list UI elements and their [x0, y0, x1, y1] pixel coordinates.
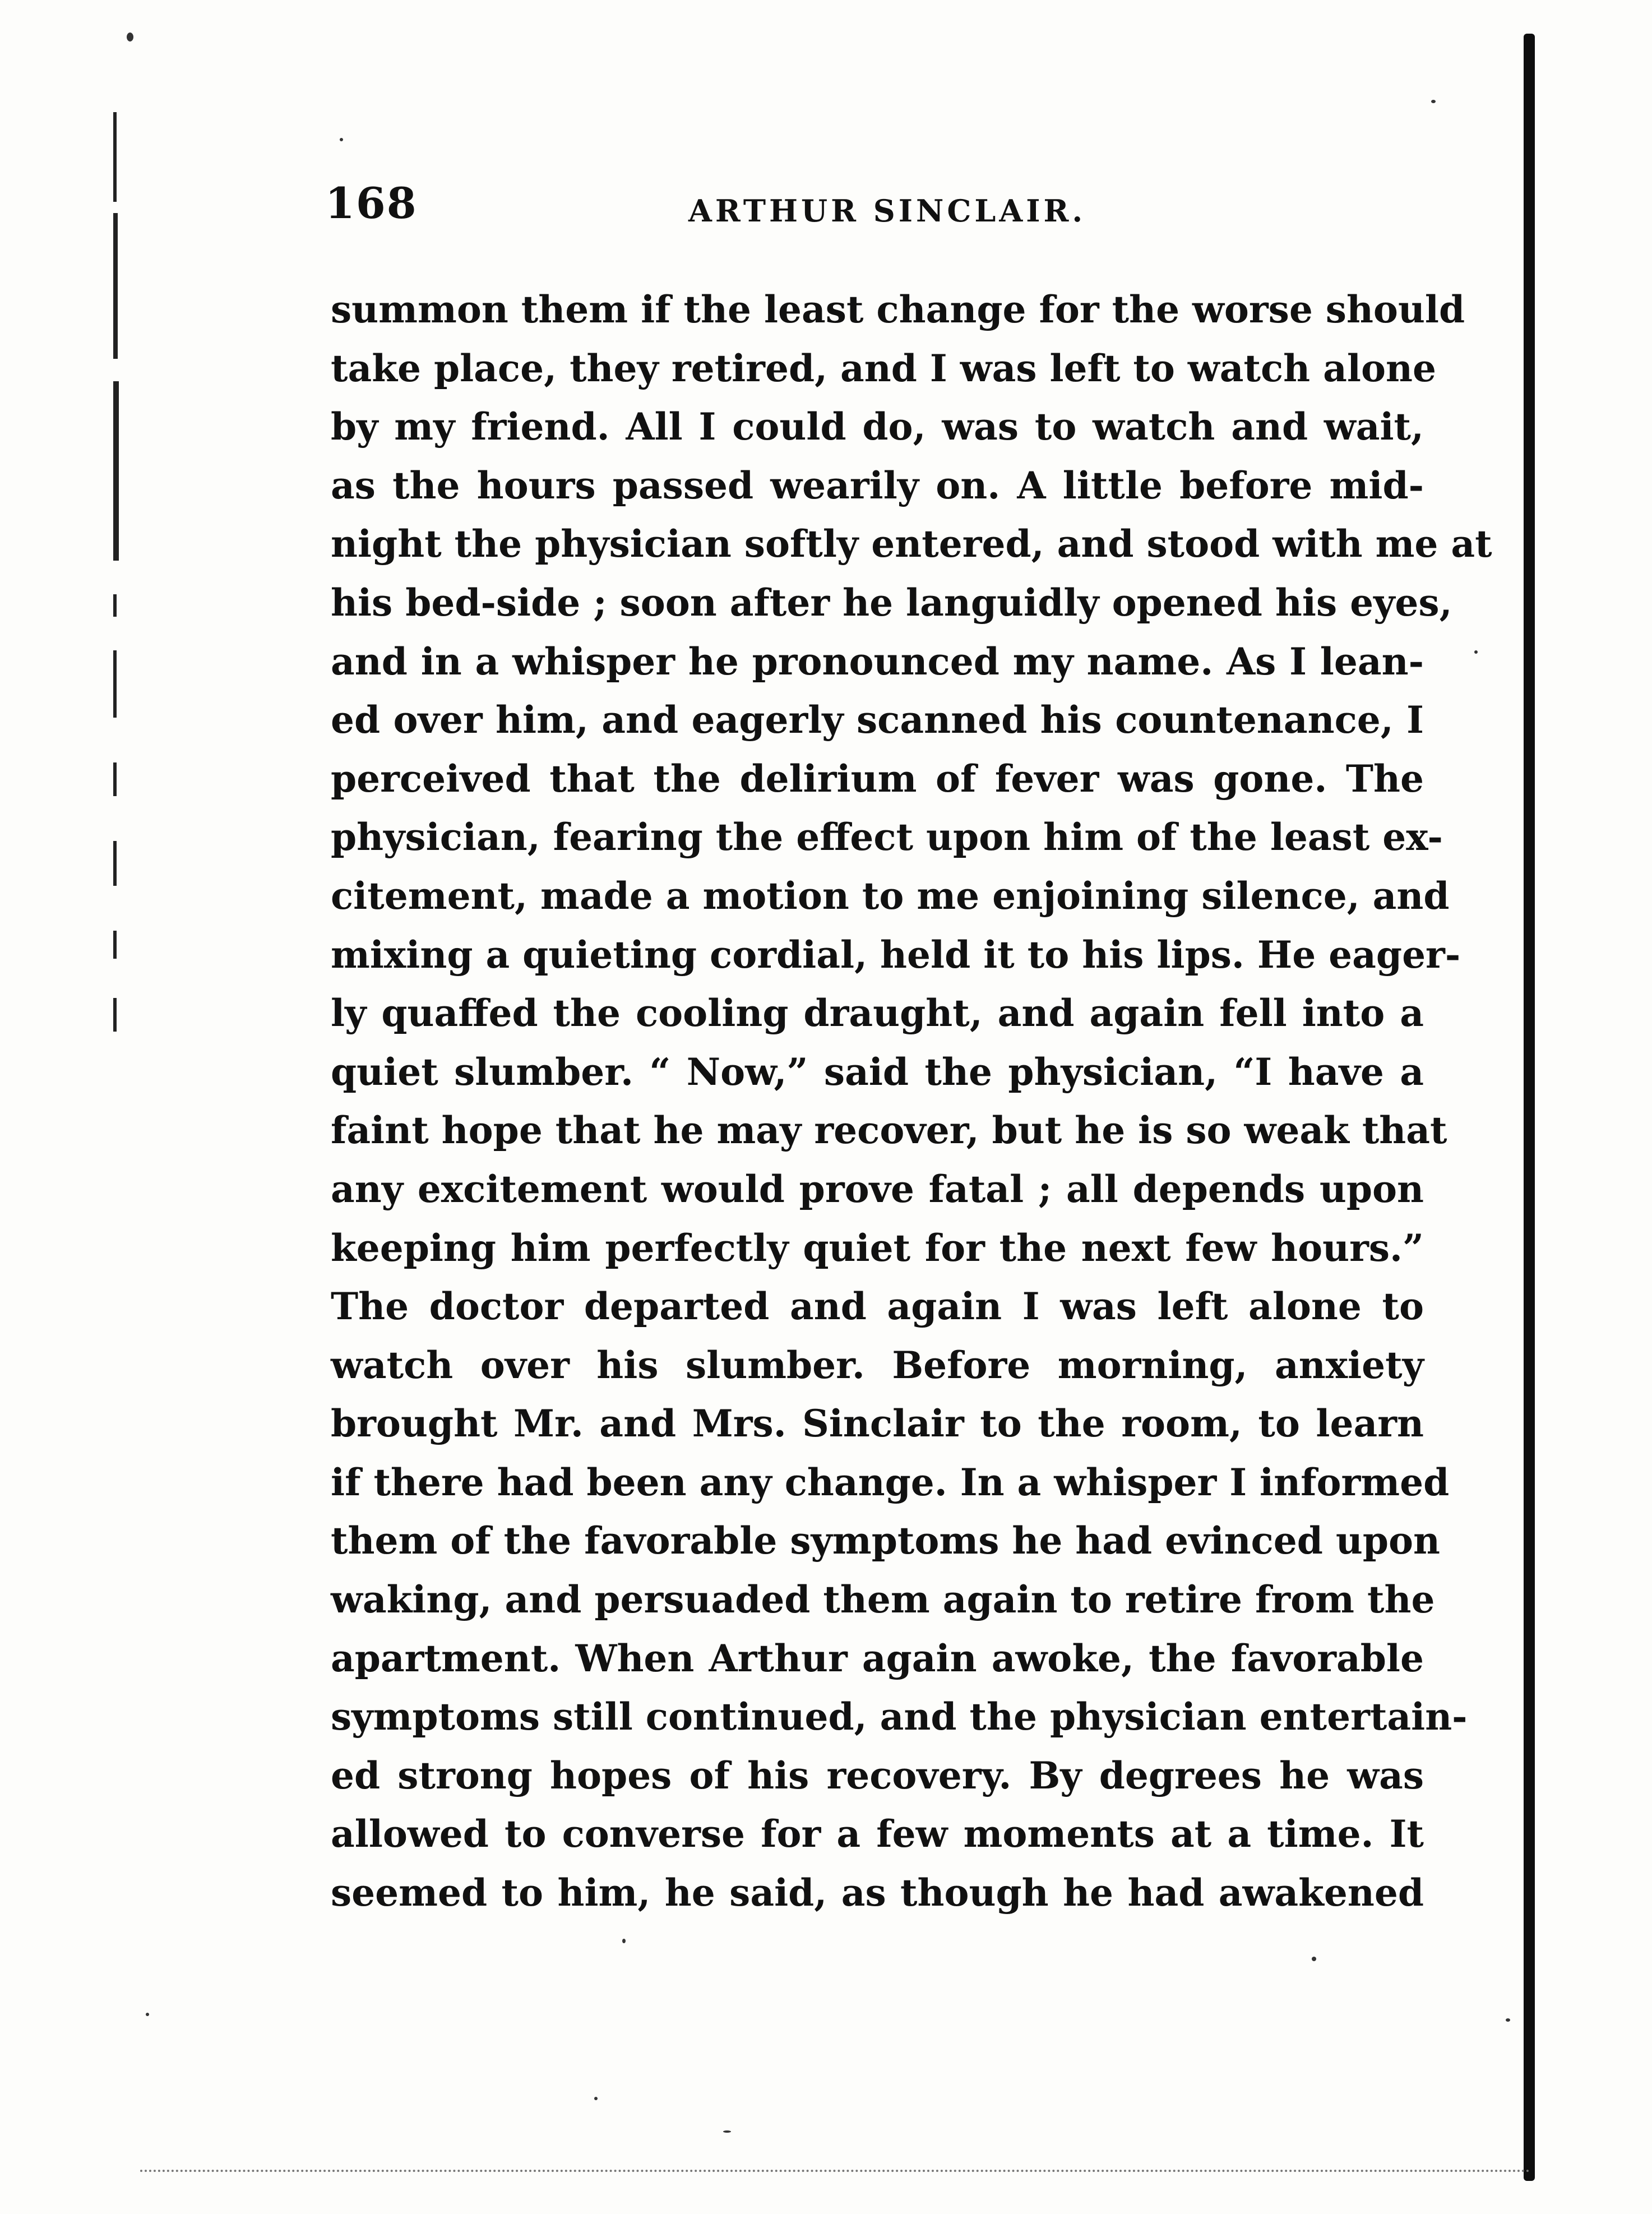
text-line: ed strong hopes of his recovery. By degrees he was: [331, 1753, 1424, 1797]
text-line: physician, fearing the effect upon him of the least ex-: [331, 815, 1443, 859]
text-line: waking, and persuaded them again to retire from the: [331, 1578, 1435, 1622]
scan-speck: [1312, 1957, 1316, 1961]
text-line: The doctor departed and again I was left alone to: [331, 1284, 1424, 1329]
text-line: brought Mr. and Mrs. Sinclair to the room, to learn: [331, 1402, 1424, 1446]
text-line: perceived that the delirium of fever was gone. The: [331, 756, 1424, 801]
text-line: by my friend. All I could do, was to watch and wait,: [331, 405, 1424, 449]
page-number: 168: [325, 178, 418, 228]
text-line: and in a whisper he pronounced my name. As I lean-: [331, 639, 1424, 683]
text-line: symptoms still continued, and the physician entertain-: [331, 1695, 1468, 1739]
text-line: ed over him, and eagerly scanned his countenance, I: [331, 698, 1424, 742]
text-line: citement, made a motion to me enjoining silence, and: [331, 873, 1450, 918]
scan-speck: [723, 2130, 731, 2133]
body-text: [331, 280, 1492, 1922]
scan-speck: [146, 2013, 149, 2016]
scan-speck: [340, 138, 343, 141]
scan-speck: [594, 2097, 598, 2100]
text-line: his bed-side ; soon after he languidly opened his eyes,: [331, 580, 1452, 625]
text-line: summon them if the least change for the worse should: [331, 288, 1465, 331]
text-line: them of the favorable symptoms he had evinced upon: [331, 1519, 1441, 1563]
text-line: as the hours passed wearily on. A little before mid-: [331, 463, 1424, 507]
text-line: keeping him perfectly quiet for the next few hours.”: [331, 1226, 1424, 1270]
scan-speck: [127, 33, 133, 41]
text-line: watch over his slumber. Before morning, anxiety: [331, 1343, 1424, 1387]
scan-speck: [1506, 2018, 1510, 2022]
scan-speck: [622, 1939, 626, 1943]
text-line: if there had been any change. In a whisper I informed: [331, 1460, 1450, 1504]
text-line: night the physician softly entered, and stood with me at: [331, 522, 1492, 566]
text-line: seemed to him, he said, as though he had awakened: [331, 1871, 1424, 1915]
text-line: ly quaffed the cooling draught, and again fell into a: [331, 991, 1424, 1036]
text-line: mixing a quieting cordial, held it to his lips. He eager-: [331, 932, 1461, 977]
text-line: take place, they retired, and I was left to watch alone: [331, 346, 1436, 390]
scan-speck: [1431, 100, 1436, 103]
text-line: any excitement would prove fatal ; all depends upon: [331, 1167, 1424, 1211]
scan-speck: [1474, 650, 1478, 654]
text-line: allowed to converse for a few moments at a time. It: [331, 1812, 1424, 1856]
right-binding-edge: [1518, 34, 1542, 2181]
page-header: [325, 178, 1099, 234]
bottom-page-edge: [140, 2170, 1530, 2175]
text-line: apartment. When Arthur again awoke, the favorable: [331, 1636, 1424, 1680]
running-title: ARTHUR SINCLAIR.: [688, 193, 1086, 229]
left-binding-edge: [105, 112, 128, 1037]
text-line: faint hope that he may recover, but he is so weak that: [331, 1108, 1447, 1153]
text-line: quiet slumber. “ Now,” said the physician, “I have a: [331, 1050, 1424, 1094]
